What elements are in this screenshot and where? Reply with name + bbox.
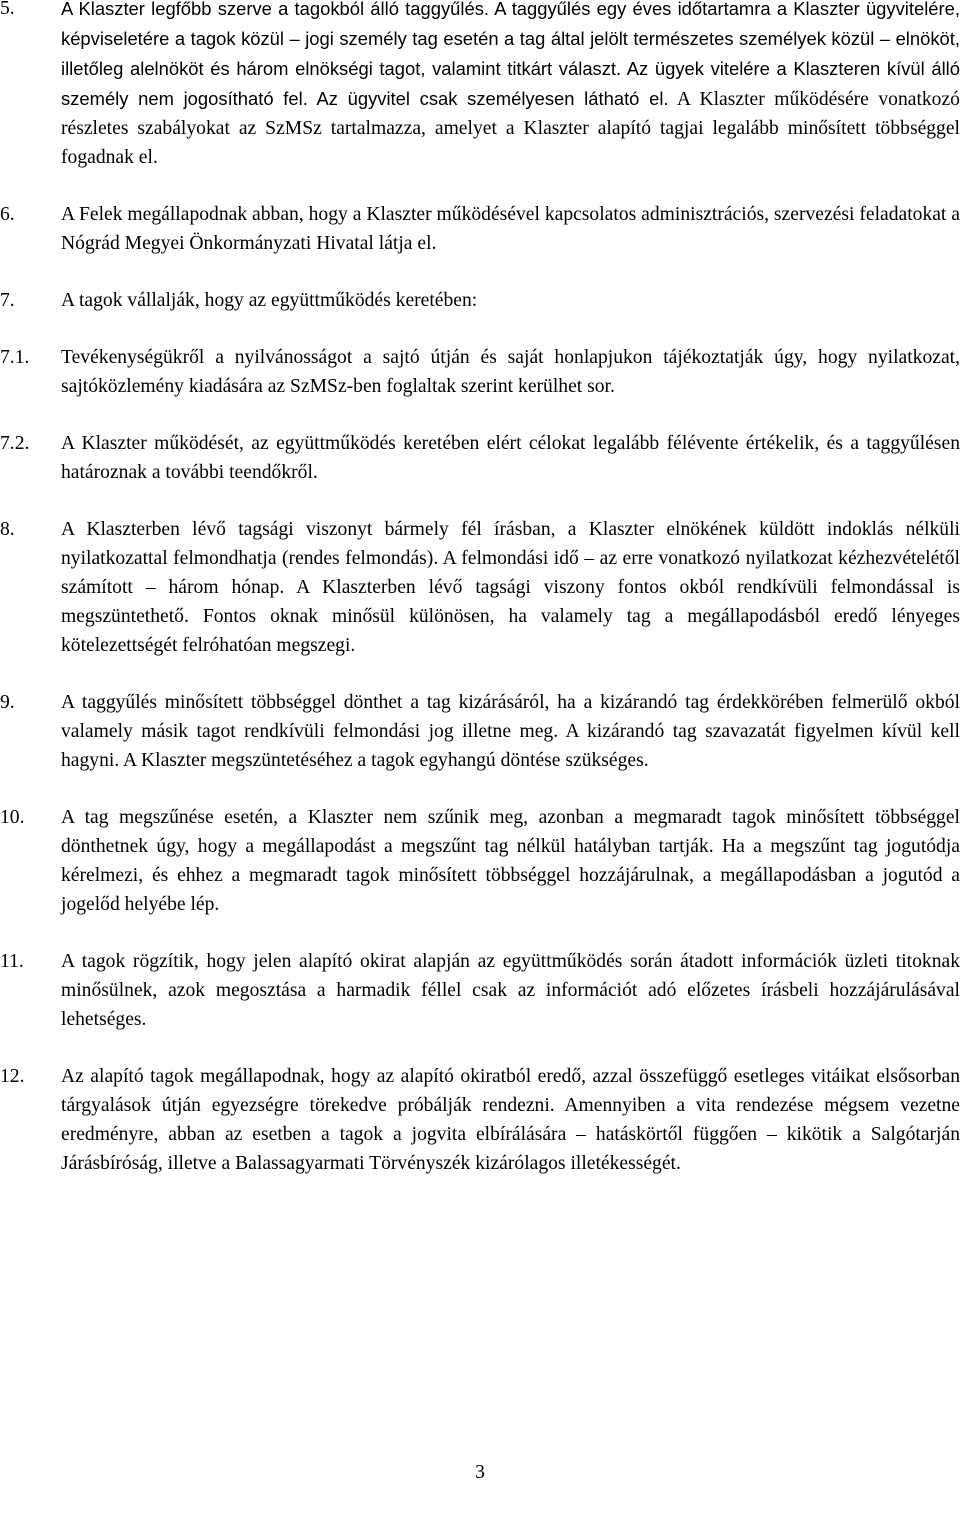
paragraph-number: 7.2.	[0, 433, 30, 454]
page-number: 3	[475, 1462, 485, 1483]
paragraph-number: 7.	[0, 290, 15, 311]
paragraph-number: 9.	[0, 692, 15, 713]
paragraph-text	[61, 0, 960, 172]
paragraph-text-serif: A Klaszter működésére vonatkozó részletes szabályokat az SzMSz tartalmazza, amelyet a Klaszter alapító tagjai legalább minősített többséggel fogadnak el.	[61, 89, 960, 168]
paragraph-text: A tag megszűnése esetén, a Klaszter nem szűnik meg, azonban a megmaradt tagok minősített többséggel dönthetnek úgy, hogy a megállapodást a megszűnt tag nélkül hatályban tartják. Ha a megszűnt tag jogutódja kérelmezi, és ehhez a megmaradt tagok minősített többséggel hozzájárulnak, a megállapodásban a jogutód a jogelőd helyébe lép.	[61, 807, 960, 915]
paragraph-text: Az alapító tagok megállapodnak, hogy az alapító okiratból eredő, azzal összefüggő esetleges vitáikat elsősorban tárgyalások útján egyezségre törekedve próbálják rendezni. Amennyiben a vita rendezése mégsem vezetne eredményre, abban az esetben a tagok a jogvita elbírálására – hatáskörtől függően – kikötik a Salgótarján Járásbíróság, illetve a Balassagyarmati Törvényszék kizárólagos illetékességét.	[61, 1066, 960, 1174]
paragraph-text: A Klaszter működését, az együttműködés keretében elért célokat legalább félévente értékelik, és a taggyűlésen határoznak a további teendőkről.	[61, 433, 960, 483]
paragraph-text: A Klaszterben lévő tagsági viszonyt bármely fél írásban, a Klaszter elnökének küldött indoklás nélküli nyilatkozattal felmondhatja (rendes felmondás). A felmondási idő – az erre vonatkozó nyilatkozat kézhezvételétől számított – három hónap. A Klaszterben lévő tagsági viszony fontos okból rendkívüli felmondással is megszüntethető. Fontos oknak minősül különösen, ha valamely tag a megállapodásból eredő lényeges kötelezettségét felróhatóan megszegi.	[61, 519, 960, 656]
paragraph-7-1	[0, 343, 960, 401]
paragraph-number: 10.	[0, 807, 25, 828]
paragraph-number: 5.	[0, 0, 15, 19]
paragraph-number: 11.	[0, 951, 24, 972]
paragraph-7	[0, 286, 960, 315]
paragraph-8	[0, 515, 960, 660]
paragraph-7-2	[0, 429, 960, 487]
paragraph-6	[0, 200, 960, 258]
paragraph-12	[0, 1062, 960, 1178]
paragraph-number: 6.	[0, 204, 15, 225]
paragraph-5	[0, 0, 960, 172]
paragraph-number: 8.	[0, 519, 15, 540]
paragraph-9	[0, 688, 960, 775]
paragraph-text: A Felek megállapodnak abban, hogy a Klaszter működésével kapcsolatos adminisztrációs, szervezési feladatokat a Nógrád Megyei Önkormányzati Hivatal látja el.	[61, 204, 960, 254]
paragraph-10	[0, 803, 960, 919]
paragraph-text: A tagok vállalják, hogy az együttműködés keretében:	[61, 290, 478, 311]
paragraph-text: A taggyűlés minősített többséggel dönthet a tag kizárásáról, ha a kizárandó tag érdekkörében felmerülő okból valamely másik tagot rendkívüli felmondási jog illetne meg. A kizárandó tag szavazatát figyelmen kívül kell hagyni. A Klaszter megszüntetéséhez a tagok egyhangú döntése szükséges.	[61, 692, 960, 771]
paragraph-11	[0, 947, 960, 1034]
paragraph-text: Tevékenységükről a nyilvánosságot a sajtó útján és saját honlapjukon tájékoztatják úgy, hogy nyilatkozat, sajtóközlemény kiadására az SzMSz-ben foglaltak szerint kerülhet sor.	[61, 347, 960, 397]
paragraph-text-sans: A Klaszter legfőbb szerve a tagokból álló taggyűlés. A taggyűlés egy éves időtartamra a Klaszter ügyvitelére, képviseletére a tagok közül – jogi személy tag esetén a tag által jelölt természetes személyek közül – elnököt, illetőleg alelnököt és három elnökségi tagot, valamint titkárt választ. Az ügyek vitelére a Klaszteren kívül álló személy nem jogosítható fel. Az ügyvitel csak személyesen látható el.	[61, 0, 960, 109]
paragraph-number: 12.	[0, 1066, 25, 1087]
paragraph-text: A tagok rögzítik, hogy jelen alapító okirat alapján az együttműködés során átadott információk üzleti titoknak minősülnek, azok megosztása a harmadik féllel csak az információt adó előzetes írásbeli hozzájárulásával lehetséges.	[61, 951, 960, 1030]
paragraph-number: 7.1.	[0, 347, 30, 368]
